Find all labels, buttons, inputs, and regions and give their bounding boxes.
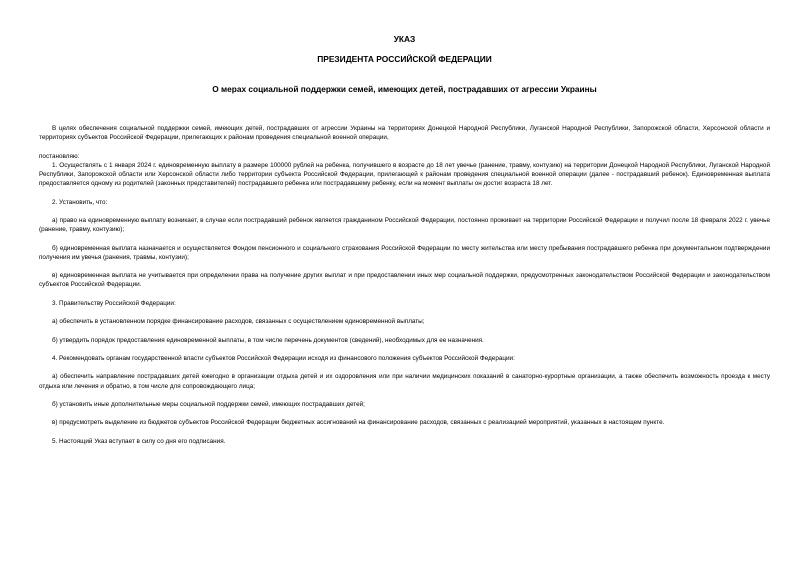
item-3a-paragraph: а) обеспечить в установленном порядке финансирование расходов, связанных с осуществлением единовременной выплаты; [52,318,425,326]
item-1-paragraph: 1. Осуществлять с 1 января 2024 г. единовременную выплату в размере 100000 рублей на ребенка, получившего в возрасте до 18 лет увечье (ранение, травму, контузию) на территории Донецкой Народной Республики, Луганской Народной Республики, Запорожской области или Херсонской области либо территории субъекта Российской Федерации, прилегающей к районам проведения специальной военной операции (далее - пострадавший ребенок). Единовременная выплата предоставляется одному из родителей (законных представителей) пострадавшего ребенка или пострадавшему ребенку, если на момент выплаты он достиг возраста 18 лет. [39,161,770,188]
item-3-paragraph: 3. Правительству Российской Федерации: [52,299,176,307]
decree-paragraph: постановляю: [39,152,80,160]
document-page [39,34,770,455]
document-title: УКАЗ [393,34,416,44]
item-4a-paragraph: а) обеспечить направление пострадавших детей ежегодно в организации отдыха детей и их оздоровления или при наличии медицинских показаний в санаторно-курортные организации, а также обеспечить возможность проезда к месту отдыха или лечения и обратно, в том числе для сопровождающего лица; [39,373,770,390]
item-2c-paragraph: в) единовременная выплата не учитывается при определении права на получение других выплат и при предоставлении иных мер социальной поддержки, предусмотренных законодательством Российской Федерации и законодательством субъектов Российской Федерации. [39,272,770,289]
item-2-paragraph: 2. Установить, что: [52,198,108,206]
item-4-paragraph: 4. Рекомендовать органам государственной власти субъектов Российской Федерации исходя из финансового положения субъектов Российской Федерации: [52,354,515,362]
document-issuer: ПРЕЗИДЕНТА РОССИЙСКОЙ ФЕДЕРАЦИИ [317,54,492,64]
item-4b-paragraph: б) установить иные дополнительные меры социальной поддержки семей, имеющих пострадавших детей; [52,400,365,408]
item-5-paragraph: 5. Настоящий Указ вступает в силу со дня его подписания. [52,437,226,445]
item-4c-paragraph: в) предусмотреть выделение из бюджетов субъектов Российской Федерации бюджетных ассигнований на финансирование расходов, связанных с реализацией мероприятий, указанных в настоящем пункте. [52,419,665,427]
item-2b-paragraph: б) единовременная выплата назначается и осуществляется Фондом пенсионного и социального страхования Российской Федерации по месту жительства или месту пребывания пострадавшего ребенка при документальном подтверждении получения им увечья (ранения, травмы, контузии); [39,244,770,261]
item-3b-paragraph: б) утвердить порядок предоставления единовременной выплаты, в том числе перечень документов (сведений), необходимых для ее назначения. [52,336,484,344]
preamble-paragraph: В целях обеспечения социальной поддержки семей, имеющих детей, пострадавших от агрессии Украины на территориях Донецкой Народной Республики, Луганской Народной Республики, Запорожской области, Херсонской области и территориях субъектов Российской Федерации, прилегающих к районам проведения специальной военной операции, [39,125,770,142]
item-2a-paragraph: а) право на единовременную выплату возникает, в случае если пострадавший ребенок является гражданином Российской Федерации, постоянно проживает на территории Российской Федерации и получил после 18 февраля 2022 г. увечье (ранение, травму, контузию); [39,216,770,234]
document-body [39,124,770,446]
document-subtitle: О мерах социальной поддержки семей, имеющих детей, пострадавших от агрессии Украины [212,84,597,94]
